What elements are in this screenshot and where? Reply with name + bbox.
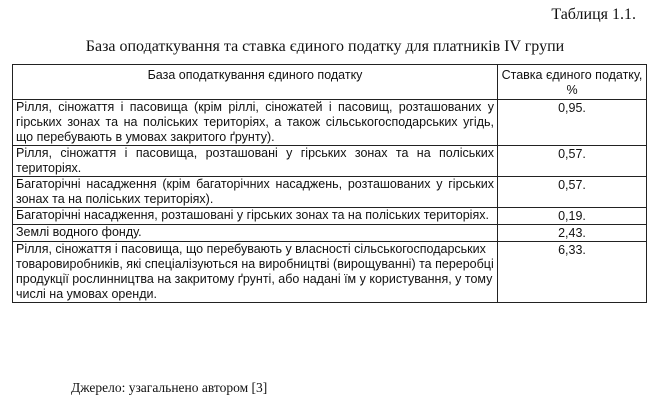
table-row xyxy=(13,100,647,146)
tax-rate-cell: 6,33. xyxy=(498,242,647,303)
tax-rate-cell: 2,43. xyxy=(498,225,647,242)
table-row xyxy=(13,146,647,177)
table-row xyxy=(13,242,647,303)
tax-rate-cell: 0,95. xyxy=(498,100,647,146)
tax-base-cell: Рілля, сіножаття і пасовища (крім ріллі, сіножатей і пасовищ, розташованих у гірських зонах та на поліських територіях, а також сільськогосподарських угідь, що перебувають в умовах закритого ґрунту). xyxy=(13,100,498,146)
table-number: Таблиця 1.1. xyxy=(551,6,636,23)
tax-base-cell: Багаторічні насадження (крім багаторічних насаджень, розташованих у гірських зонах та на поліських територіях). xyxy=(13,177,498,208)
tax-rate-table xyxy=(12,64,647,303)
table-row xyxy=(13,225,647,242)
tax-rate-cell: 0,57. xyxy=(498,177,647,208)
table-header-row xyxy=(13,65,647,100)
header-tax-base: База оподаткування єдиного податку xyxy=(13,65,498,100)
tax-rate-cell: 0,57. xyxy=(498,146,647,177)
table-row xyxy=(13,177,647,208)
tax-base-cell: Рілля, сіножаття і пасовища, що перебувають у власності сільськогосподарських товаровиробників, які спеціалізуються на виробництві (вирощуванні) та переробці продукції рослинництва на закритому ґрунті, або надані їм у користування, у тому числі на умовах оренди. xyxy=(13,242,498,303)
tax-rate-cell: 0,19. xyxy=(498,208,647,225)
table-row xyxy=(13,208,647,225)
source-note: Джерело: узагальнено автором [3] xyxy=(71,380,268,395)
tax-base-cell: Землі водного фонду. xyxy=(13,225,498,242)
tax-base-cell: Багаторічні насадження, розташовані у гірських зонах та на поліських територіях. xyxy=(13,208,498,225)
header-tax-rate: Ставка єдиного податку, % xyxy=(498,65,647,100)
tax-base-cell: Рілля, сіножаття і пасовища, розташовані у гірських зонах та на поліських територіях. xyxy=(13,146,498,177)
table-caption: База оподаткування та ставка єдиного податку для платників IV групи xyxy=(85,38,565,55)
